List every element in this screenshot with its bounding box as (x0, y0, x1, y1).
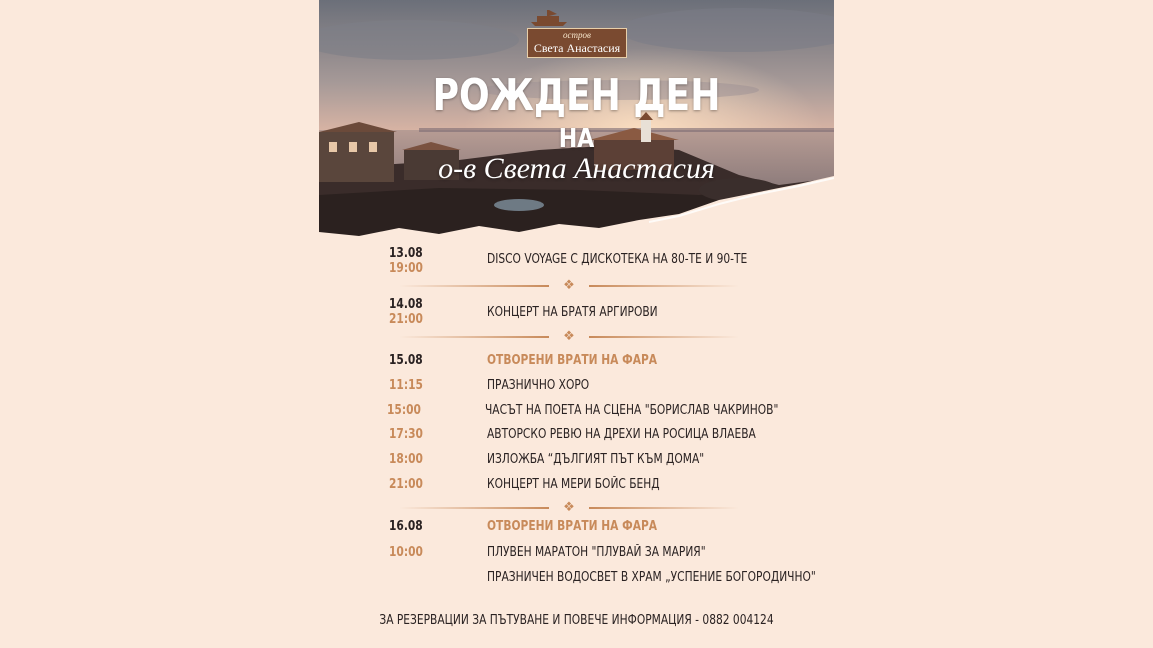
event-date: 13.08 (389, 246, 423, 261)
divider-ornament-icon: ❖ (563, 499, 575, 514)
event-date: 16.08 (389, 519, 423, 534)
event-header: ОТВОРЕНИ ВРАТИ НА ФАРА (487, 519, 658, 534)
event-time: 21:00 (389, 477, 423, 492)
section-divider (399, 499, 739, 514)
event-date: 14.08 (389, 297, 423, 312)
section-divider (399, 277, 739, 292)
schedule-row (319, 353, 834, 371)
event-text: DISCO VOYAGE С ДИСКОТЕКА НА 80-ТЕ И 90-ТЕ (487, 252, 748, 267)
schedule-row (319, 378, 834, 396)
contact-footer: ЗА РЕЗЕРВАЦИИ ЗА ПЪТУВАНЕ И ПОВЕЧЕ ИНФОРМАЦИЯ - 0882 004124 (379, 613, 774, 628)
event-text: ЧАСЪТ НА ПОЕТА НА СЦЕНА "БОРИСЛАВ ЧАКРИНОВ" (485, 403, 779, 418)
event-time: 21:00 (389, 312, 423, 327)
section-divider (399, 328, 739, 343)
schedule-row (319, 519, 834, 537)
event-header: ОТВОРЕНИ ВРАТИ НА ФАРА (487, 353, 658, 368)
schedule-row (319, 570, 834, 588)
event-poster (319, 0, 834, 648)
title-line-1: РОЖДЕН ДЕН (432, 70, 721, 121)
schedule-row (319, 545, 834, 563)
event-time: 11:15 (389, 378, 423, 393)
schedule-row (319, 477, 834, 495)
title-line-3: о-в Света Анастасия (438, 152, 715, 185)
event-text: ПЛУВЕН МАРАТОН "ПЛУВАЙ ЗА МАРИЯ" (487, 545, 706, 560)
event-text: ПРАЗНИЧЕН ВОДОСВЕТ В ХРАМ „УСПЕНИЕ БОГОРОДИЧНО" (487, 570, 816, 585)
hero-photo (319, 0, 834, 240)
divider-ornament-icon: ❖ (563, 328, 575, 343)
divider-ornament-icon: ❖ (563, 277, 575, 292)
schedule-row (319, 427, 834, 445)
title-line-2: НА (558, 124, 595, 154)
logo-bottom-text: Света Анастасия (533, 41, 621, 55)
event-time: 18:00 (389, 452, 423, 467)
event-time: 15:00 (387, 403, 421, 418)
ship-icon (527, 8, 571, 26)
event-text: ПРАЗНИЧНО ХОРО (487, 378, 590, 393)
event-text: КОНЦЕРТ НА МЕРИ БОЙС БЕНД (487, 477, 660, 492)
island-logo (527, 8, 627, 58)
event-time: 17:30 (389, 427, 423, 442)
schedule-row (319, 452, 834, 470)
schedule-row (319, 403, 834, 421)
logo-top-text: остров (563, 30, 591, 40)
event-text: КОНЦЕРТ НА БРАТЯ АРГИРОВИ (487, 305, 658, 320)
event-time: 19:00 (389, 261, 423, 276)
event-text: ИЗЛОЖБА “ДЪЛГИЯТ ПЪТ КЪМ ДОМА" (487, 452, 705, 467)
event-text: АВТОРСКО РЕВЮ НА ДРЕХИ НА РОСИЦА ВЛАЕВА (487, 427, 756, 442)
event-time: 10:00 (389, 545, 423, 560)
event-date: 15.08 (389, 353, 423, 368)
